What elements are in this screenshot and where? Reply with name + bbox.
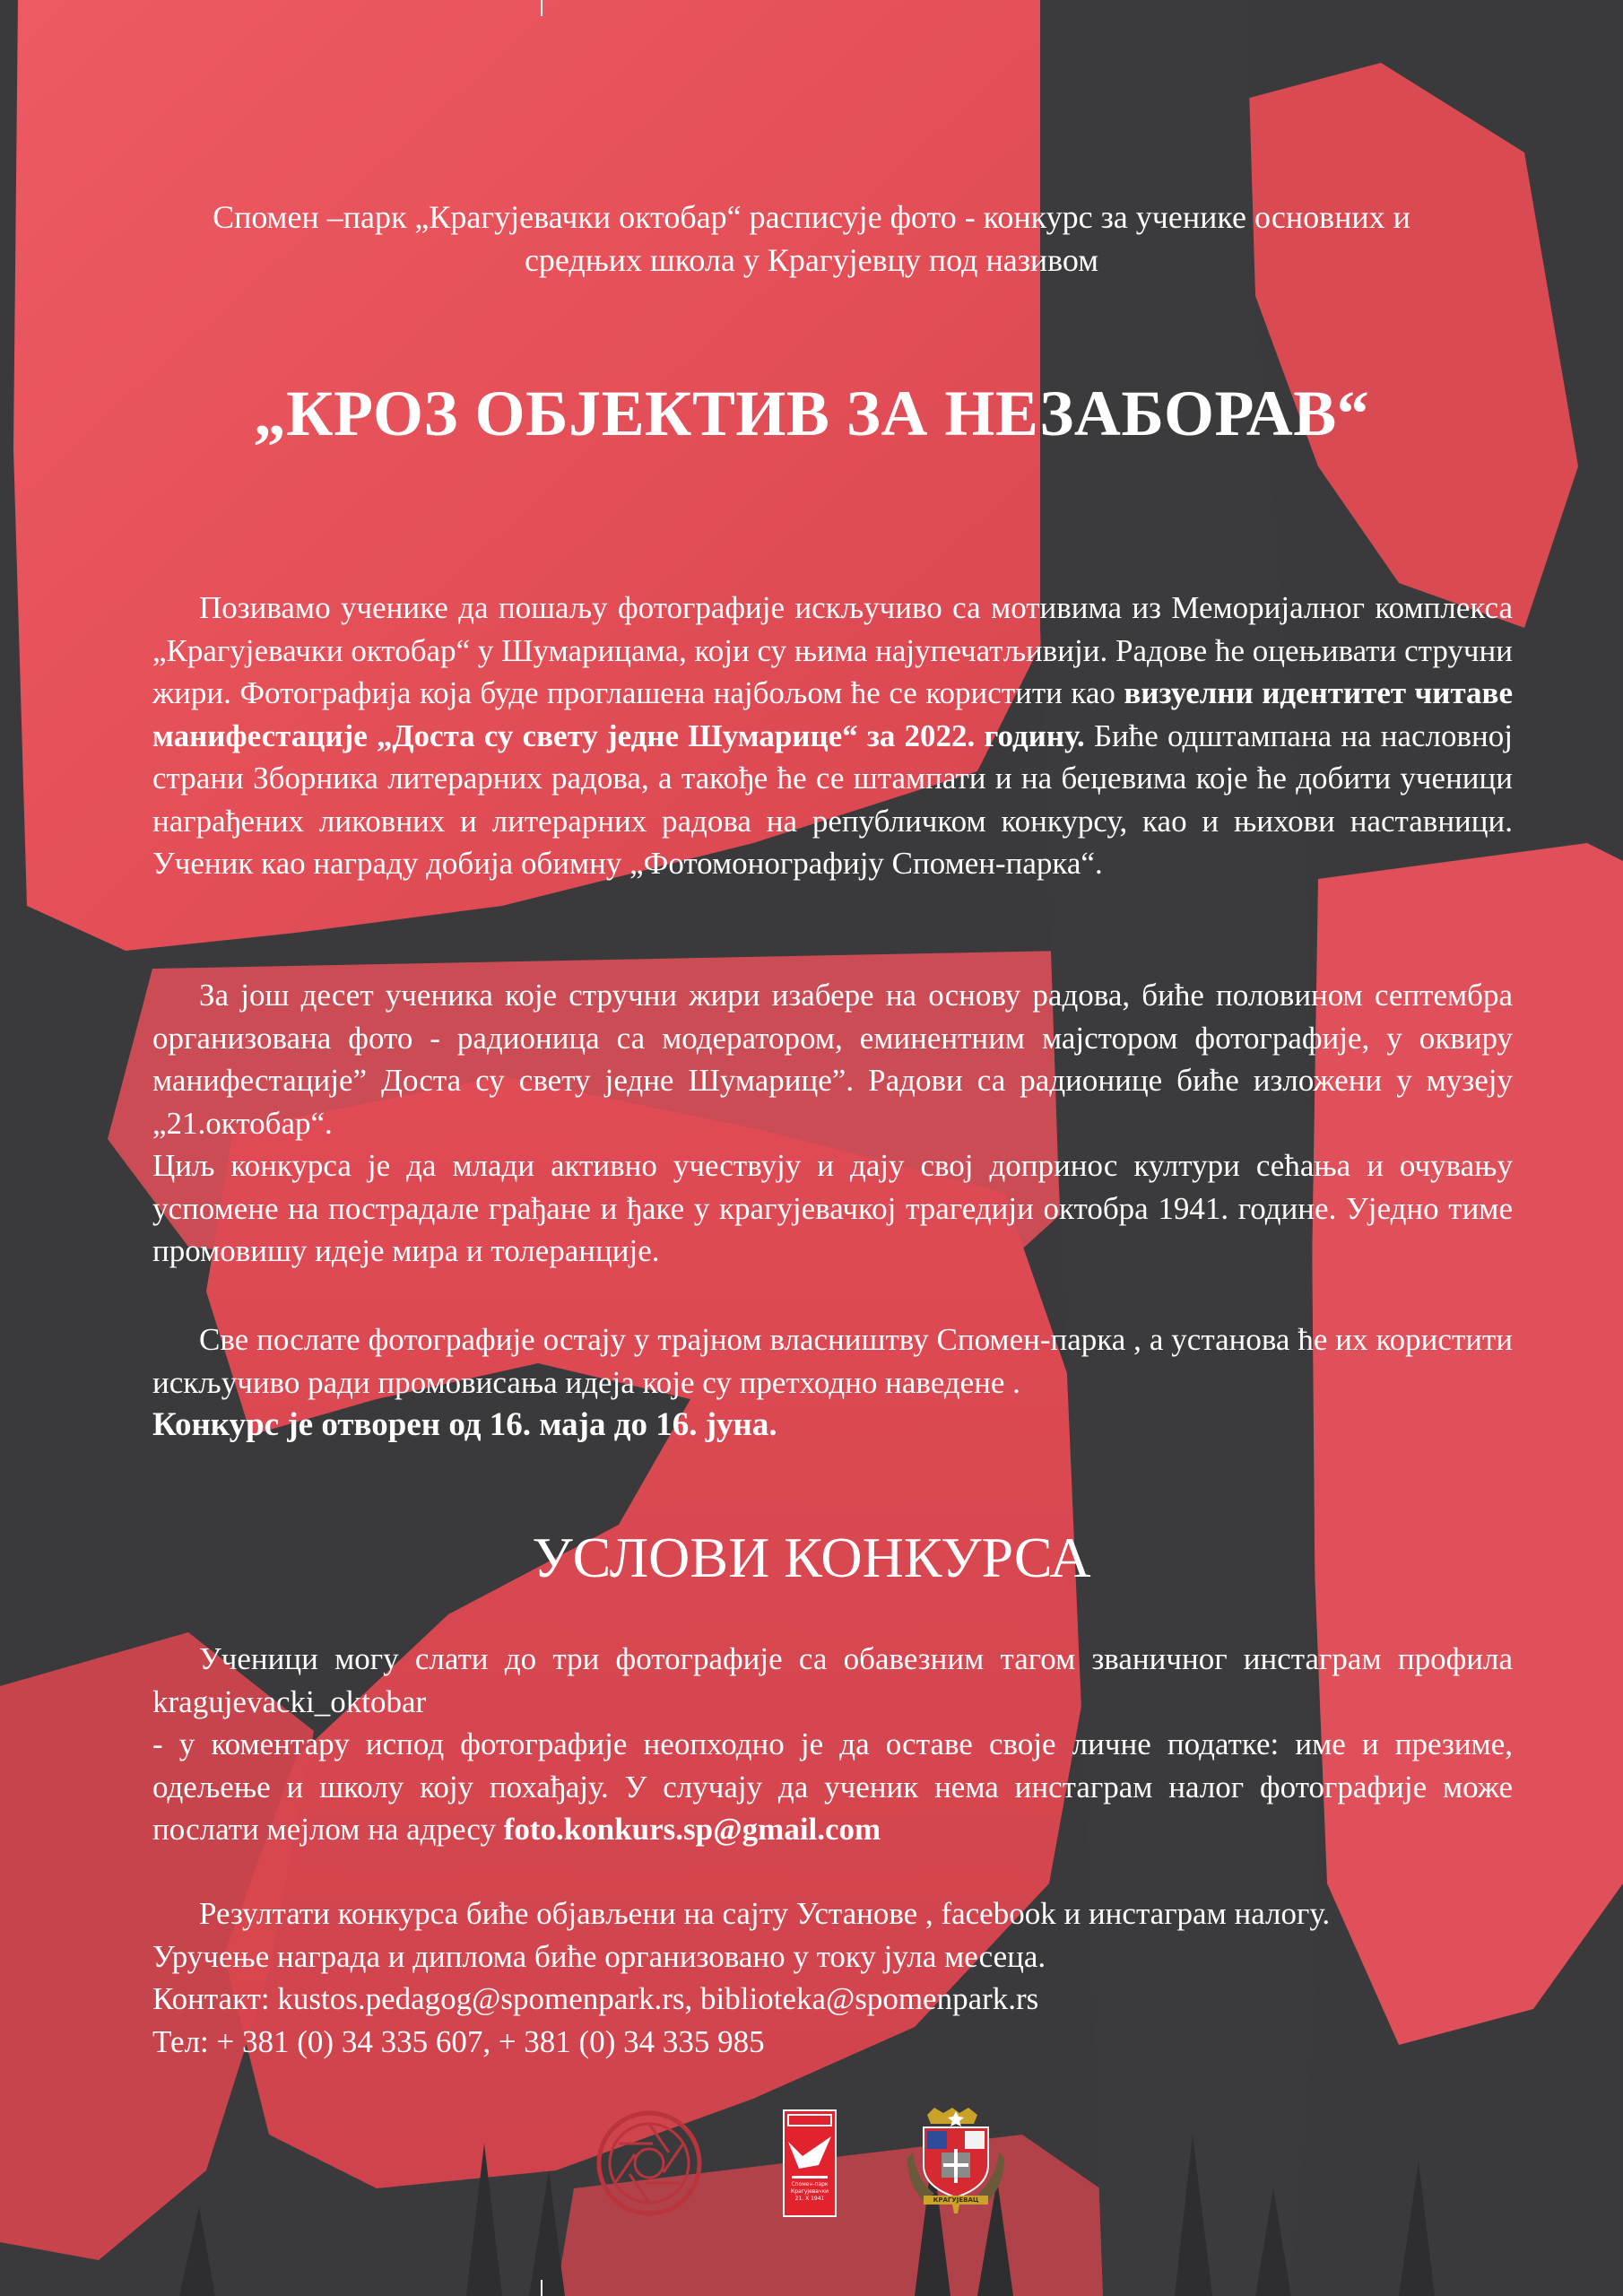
goal-text: Циљ конкурса је да млади активно учествују и дају свој допринос култури сећања и очувању успомене на пострадале грађане и ђаке у крагујевачкој трагедији октобра 1941. године. Уједно тиме промовишу идеје мира и толеранције. bbox=[152, 1148, 1513, 1268]
invitation-text-a: Позивамо ученике да пошаљу фотографије искључиво са мотивима из Меморијалног комплекса „Крагујевачки октобар“ у Шумарицама, који су њима најупечатљивији. Радове ће оцењивати стручни жири. Фотографија која буде проглашена најбољом ће се користити као bbox=[152, 590, 1513, 710]
logo2-line-3: 21. X 1941 bbox=[794, 2196, 825, 2202]
logos-row bbox=[0, 2108, 1623, 2224]
phone-line: Тел: + 381 (0) 34 335 607, + 381 (0) 34 335 985 bbox=[152, 2023, 765, 2059]
logo2-line-1: Спомен-парк bbox=[791, 2181, 829, 2187]
camera-aperture-logo-icon bbox=[595, 2109, 703, 2217]
deadline-text: Конкурс је отворен од 16. маја до 16. јуна. bbox=[152, 1406, 777, 1443]
paragraph-conditions bbox=[152, 1638, 1513, 1851]
page-title: „КРОЗ ОБЈЕКТИВ ЗА НЕЗАБОРАВ“ bbox=[253, 378, 1370, 449]
paragraph-invitation bbox=[152, 587, 1513, 885]
email-link[interactable]: foto.konkurs.sp@gmail.com bbox=[503, 1812, 881, 1847]
logo2-line-2: Крагујевачки bbox=[790, 2188, 829, 2195]
intro-line-2: средњих школа у Крагујевцу под називом bbox=[524, 242, 1099, 278]
conditions-text-1: Ученици могу слати до три фотографије са обавезним тагом званичног инстаграм профила kragujevacki_oktobar bbox=[152, 1641, 1513, 1719]
kragujevac-logo-text: КРАГУЈЕВАЦ bbox=[933, 2196, 979, 2204]
invitation-bold: визуелни идентитет читаве манифестације „Доста су свету једне Шумарице“ за 2022. годину. bbox=[152, 675, 1513, 753]
intro-text bbox=[135, 196, 1488, 282]
ownership-text: Све послате фотографије остају у трајном власништву Спомен-парка , а установа ће их користити искључиво ради промовисања идеја које су претходно наведене . bbox=[152, 1322, 1513, 1400]
spomen-park-logo-text bbox=[785, 2181, 834, 2203]
workshop-text: За још десет ученика које стручни жири изабере на основу радова, биће половином септембра организована фото - радионица са модератором, еминентним мајстором фотографије, у оквиру манифестације” Доста су свету једне Шумарице”. Радови са радионице биће изложени у музеју „21.октобар“. bbox=[152, 978, 1513, 1141]
conditions-title: УСЛОВИ КОНКУРСА bbox=[532, 1526, 1091, 1589]
intro-line-1: Спомен –парк „Крагујевачки октобар“ расписује фото - конкурс за ученике основних и bbox=[213, 199, 1410, 235]
paragraph-workshop bbox=[152, 974, 1513, 1273]
paragraph-ownership bbox=[152, 1318, 1513, 1447]
conditions-text-2: - у коментару испод фотографије неопходно је да оставе своје личне податке: име и презиме, одељење и школу коју похађају. У случају да ученик нема инстаграм налог фотографије може послати мејлом на адресу bbox=[152, 1726, 1513, 1847]
contact-line: Контакт: kustos.pedagog@spomenpark.rs, biblioteka@spomenpark.rs bbox=[152, 1981, 1039, 2016]
paragraph-results bbox=[152, 1892, 1513, 2063]
results-line-1: Резултати конкурса биће објављени на сајту Установе , facebook и инстаграм налогу. bbox=[199, 1896, 1331, 1931]
results-line-2: Уручење награда и диплома биће организовано у току јула месеца. bbox=[152, 1938, 1046, 1974]
invitation-text-b: Биће одштампана на насловној страни Зборника литерарних радова, а такође ће се штампати и на беџевима које ће добити ученици награђених ликовних и литерарних радова на републичком конкурсу, као и њихови наставници. Ученик као награду добија обимну „Фотомонографију Спомен-парка“. bbox=[152, 718, 1514, 881]
